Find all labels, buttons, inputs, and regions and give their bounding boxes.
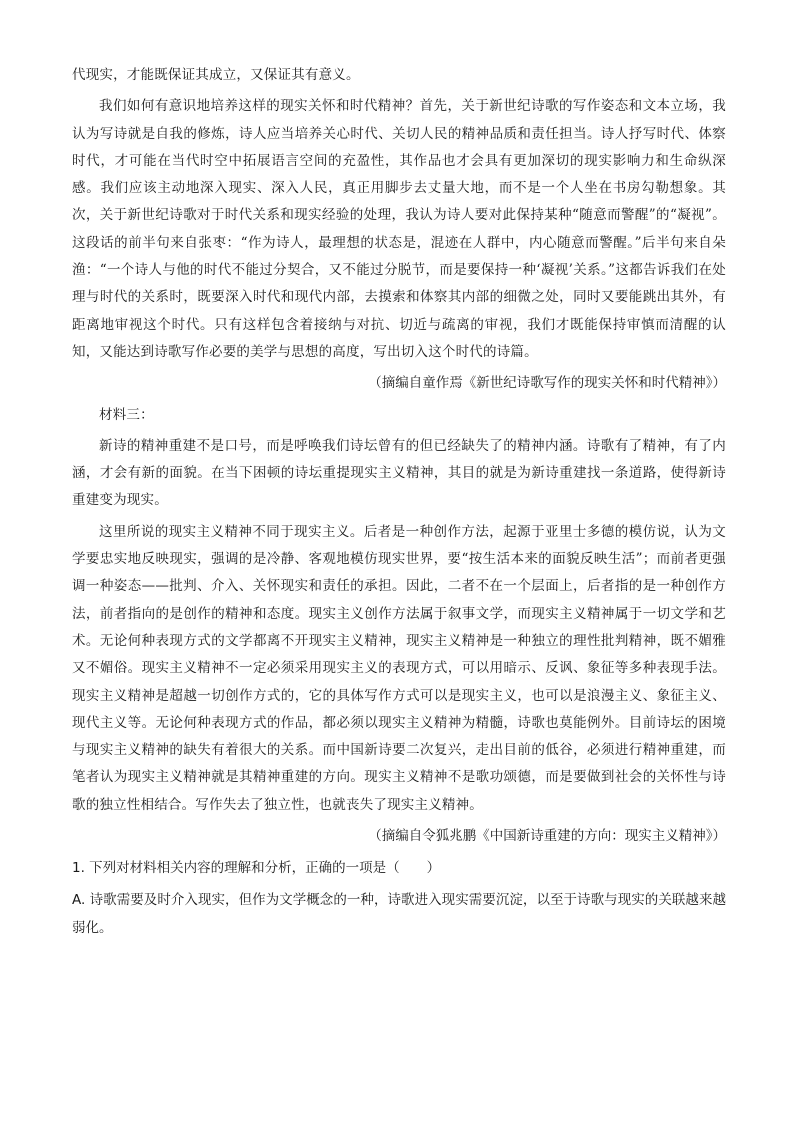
- material3-paragraph-1: 新诗的精神重建不是口号，而是呼唤我们诗坛曾有的但已经缺失了的精神内涵。诗歌有了精神，有了内涵，才会有新的面貌。在当下困顿的诗坛重提现实主义精神，其目的就是为新诗重建找一条道路，使得新诗重建变为现实。: [72, 437, 726, 509]
- material2-citation: （摘编自童作焉《新世纪诗歌写作的现实关怀和时代精神》）: [368, 375, 726, 392]
- question-1-option-a: A. 诗歌需要及时介入现实，但作为文学概念的一种，诗歌进入现实需要沉淀，以至于诗歌与现实的关联越来越弱化。: [72, 892, 726, 937]
- material2-paragraph-tail: 代现实，才能既保证其成立，又保证其有意义。: [72, 67, 360, 83]
- material3-paragraph-2: 这里所说的现实主义精神不同于现实主义。后者是一种创作方法，起源于亚里士多德的模仿说，认为文学要忠实地反映现实，强调的是冷静、客观地模仿现实世界，要“按生活本来的面貌反映生活”；而前者更强调一种姿态——批判、介入、关怀现实和责任的承担。因此，二者不在一个层面上，后者指的是一种创作方法，前者指向的是创作的精神和态度。现实主义创作方法属于叙事文学，而现实主义精神属于一切文学和艺术。无论何种表现方式的文学都离不开现实主义精神，现实主义精神是一种独立的理性批判精神，既不媚雅又不媚俗。现实主义精神不一定必须采用现实主义的表现方式，可以用暗示、反讽、象征等多种表现手法。现实主义精神是超越一切创作方式的，它的具体写作方式可以是现实主义，也可以是浪漫主义、象征主义、现代主义等。无论何种表现方式的作品，都必须以现实主义精神为精髓，诗歌也莫能例外。目前诗坛的困境与现实主义精神的缺失有着很大的关系。而中国新诗要二次复兴，走出目前的低谷，必须进行精神重建，而笔者认为现实主义精神就是其精神重建的方向。现实主义精神不是歌功颂德，而是要做到社会的关怀性与诗歌的独立性相结合。写作失去了独立性，也就丧失了现实主义精神。: [72, 523, 726, 813]
- material2-paragraph-2: 我们如何有意识地培养这样的现实关怀和时代精神？首先，关于新世纪诗歌的写作姿态和文本立场，我认为写诗就是自我的修炼，诗人应当培养关心时代、关切人民的精神品质和责任担当。诗人抒写时代、体察时代，才可能在当代时空中拓展语言空间的充盈性，其作品也才会具有更加深切的现实影响力和生命纵深感。我们应该主动地深入现实、深入人民，真正用脚步去丈量大地，而不是一个人坐在书房勾勒想象。其次，关于新世纪诗歌对于时代关系和现实经验的处理，我认为诗人要对此保持某种“随意而警醒”的“凝视”。这段话的前半句来自张枣：“作为诗人，最理想的状态是，混迹在人群中，内心随意而警醒。”后半句来自朵渔：“一个诗人与他的时代不能过分契合，又不能过分脱节，而是要保持一种‘凝视’关系。”这都告诉我们在处理与时代的关系时，既要深入时代和现代内部，去摸索和体察其内部的细微之处，同时又要能跳出其外，有距离地审视这个时代。只有这样包含着接纳与对抗、切近与疏离的审视，我们才既能保持审慎而清醒的认知，又能达到诗歌写作必要的美学与思想的高度，写出切入这个时代的诗篇。: [72, 98, 726, 360]
- question-1-stem: 1. 下列对材料相关内容的理解和分析，正确的一项是（ ）: [72, 860, 441, 877]
- material3-heading: 材料三：: [99, 406, 154, 423]
- material3-citation: （摘编自令狐兆鹏《中国新诗重建的方向：现实主义精神》）: [368, 828, 726, 845]
- document-page: [72, 62, 726, 942]
